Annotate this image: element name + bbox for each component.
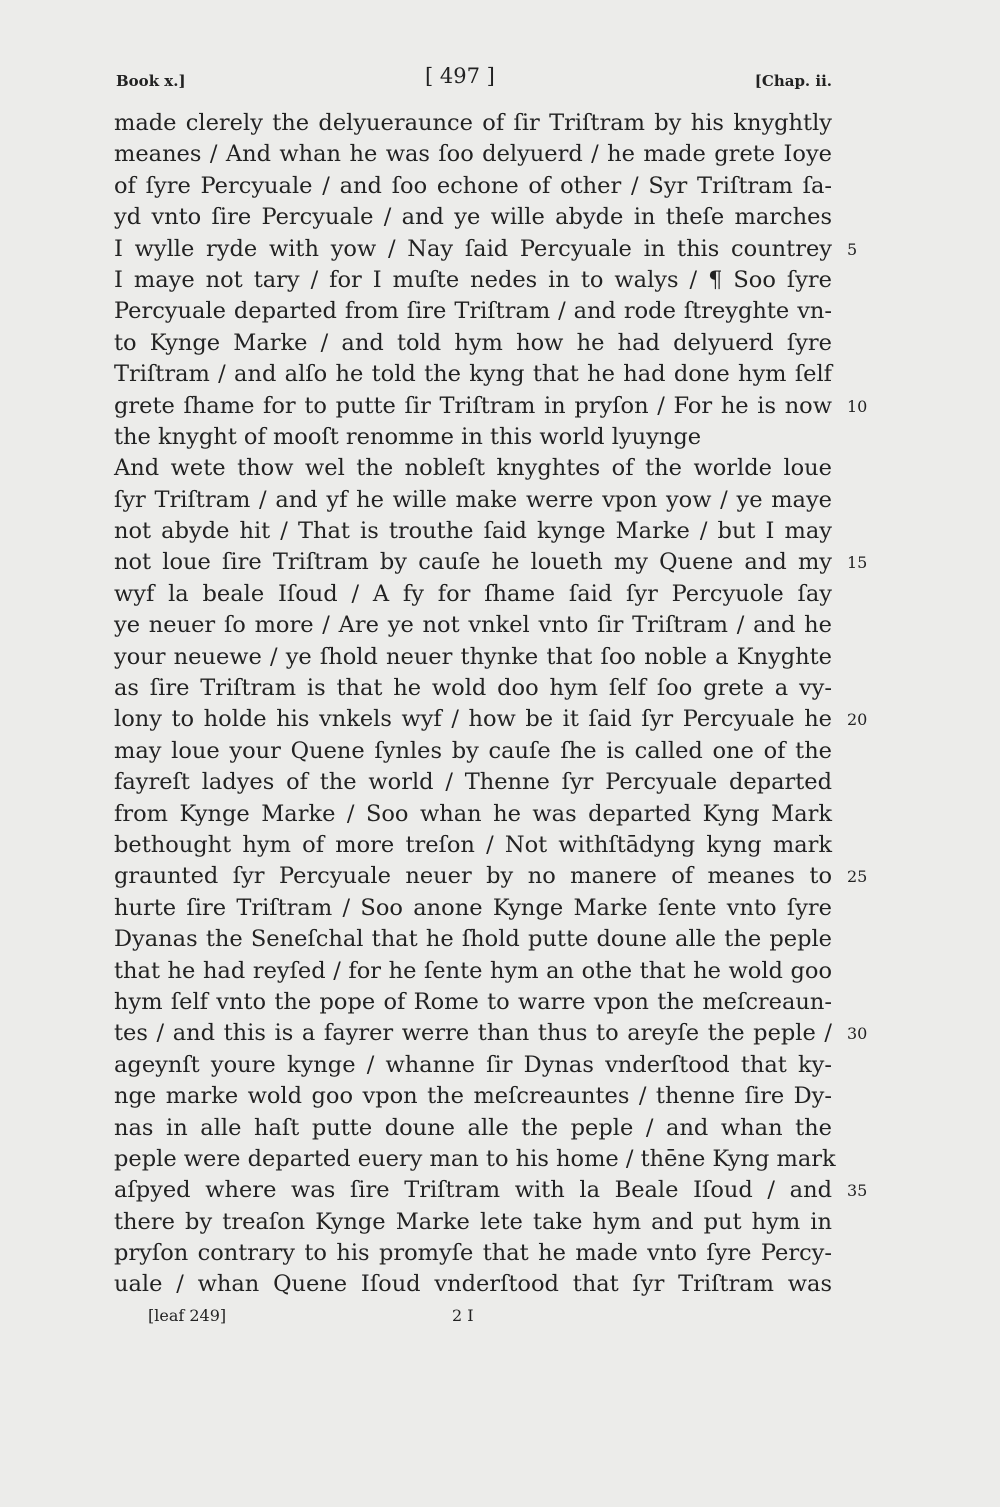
line-text: grete ſhame for to putte ſir Triſtram in pryſon / For he is now xyxy=(114,392,832,419)
text-line xyxy=(114,799,832,830)
text-line xyxy=(114,987,832,1018)
page-footer xyxy=(0,1306,1000,1336)
text-line xyxy=(114,1018,868,1049)
line-text: Triſtram / and alſo he told the kyng that he had done hym ſelf xyxy=(114,361,832,388)
text-line xyxy=(114,234,858,265)
text-line xyxy=(114,861,868,892)
line-text: peple were departed euery man to his home / thēne Kyng mark xyxy=(114,1145,836,1172)
line-text: the knyght of mooſt renomme in this world lyuynge xyxy=(114,423,702,450)
text-line xyxy=(114,924,832,955)
line-text: from Kynge Marke / Soo whan he was departed Kyng Mark xyxy=(114,800,832,827)
text-line xyxy=(114,1175,868,1206)
line-text: yd vnto ſire Percyuale / and ye wille abyde in theſe marches xyxy=(114,204,832,231)
text-line xyxy=(114,579,832,610)
line-text: there by treaſon Kynge Marke lete take hym and put hym in xyxy=(114,1208,832,1235)
line-text: Percyuale departed from ſire Triſtram / and rode ſtreyghte vn- xyxy=(114,298,832,325)
line-text: uale / whan Quene Iſoud vnderſtood that ſyr Triſtram was xyxy=(114,1271,832,1298)
line-text: not loue ſire Triſtram by cauſe he loueth my Quene and my xyxy=(114,549,832,576)
text-line xyxy=(114,610,832,641)
text-line xyxy=(114,704,868,735)
line-text: nas in alle haſt putte doune alle the peple / and whan the xyxy=(114,1114,832,1141)
line-text: nge marke wold goo vpon the meſcreauntes / thenne ſire Dy- xyxy=(114,1083,832,1110)
line-text: to Kynge Marke / and told hym how he had delyuerd ſyre xyxy=(114,329,832,356)
text-line xyxy=(114,1113,832,1144)
line-text: pryſon contrary to his promyſe that he made vnto ſyre Percy- xyxy=(114,1240,832,1267)
line-text: aſpyed where was ſire Triſtram with la Beale Iſoud / and xyxy=(114,1177,832,1204)
text-line xyxy=(114,673,832,704)
line-text: hym ſelf vnto the pope of Rome to warre vpon the meſcreaun- xyxy=(114,988,832,1015)
text-line xyxy=(114,1269,832,1300)
chapter-label: [Chap. ii. xyxy=(754,72,832,90)
line-text: ye neuer ſo more / Are ye not vnkel vnto ſir Triſtram / and he xyxy=(114,612,832,639)
text-line xyxy=(114,1238,832,1269)
line-text: as ſire Triſtram is that he wold doo hym ſelf ſoo grete a vy- xyxy=(114,675,832,702)
line-text: tes / and this is a fayrer werre than thus to areyſe the peple / xyxy=(114,1020,832,1047)
line-number: 5 xyxy=(847,239,858,259)
text-line xyxy=(114,893,832,924)
line-text: made clerely the delyueraunce of ſir Triſtram by his knyghtly xyxy=(114,110,832,136)
text-line xyxy=(114,767,832,798)
line-text: wyf la beale Iſoud / A fy for ſhame ſaid ſyr Percyuole ſay xyxy=(114,580,832,607)
text-line xyxy=(114,422,832,453)
running-header xyxy=(0,64,1000,94)
line-text: ageynſt youre kynge / whanne ſir Dynas vnderſtood that ky- xyxy=(114,1051,832,1078)
line-number: 25 xyxy=(847,867,868,887)
text-line xyxy=(114,830,832,861)
text-line xyxy=(114,108,832,139)
text-line xyxy=(114,956,832,987)
line-text: ſyr Triſtram / and yf he wille make werre vpon yow / ye maye xyxy=(114,486,832,513)
line-number: 35 xyxy=(847,1181,868,1201)
text-line xyxy=(114,139,832,170)
line-text: graunted ſyr Percyuale neuer by no manere of meanes to xyxy=(114,863,832,890)
leaf-reference: [leaf 249] xyxy=(148,1306,227,1325)
line-number: 10 xyxy=(847,396,868,416)
text-line xyxy=(114,736,832,767)
text-line xyxy=(114,516,832,547)
signature-mark: 2 I xyxy=(452,1306,474,1325)
text-line xyxy=(114,1050,832,1081)
line-text: I wylle ryde with yow / Nay ſaid Percyuale in this countrey xyxy=(114,235,832,262)
line-text: that he had reyſed / for he ſente hym an othe that he wold goo xyxy=(114,957,832,984)
book-label: Book x.] xyxy=(116,72,186,90)
text-line xyxy=(114,1207,832,1238)
line-number: 20 xyxy=(847,710,868,730)
page-number: [ 497 ] xyxy=(425,64,495,88)
line-text: I maye not tary / for I muſte nedes in to walys / ¶ Soo ſyre xyxy=(114,266,832,293)
text-line xyxy=(114,1144,836,1175)
text-line xyxy=(114,547,868,578)
text-line xyxy=(114,642,832,673)
line-text: not abyde hit / That is trouthe ſaid kynge Marke / but I may xyxy=(114,518,832,545)
line-text: may loue your Quene ſynles by cauſe ſhe is called one of the xyxy=(114,737,832,764)
text-line xyxy=(114,485,832,516)
text-line xyxy=(114,328,832,359)
text-line xyxy=(114,202,832,233)
line-text: of ſyre Percyuale / and ſoo echone of other / Syr Triſtram ſa- xyxy=(114,172,832,199)
line-text: lony to holde his vnkels wyf / how be it ſaid ſyr Percyuale he xyxy=(114,706,832,733)
line-text: your neuewe / ye ſhold neuer thynke that ſoo noble a Knyghte xyxy=(114,643,832,670)
text-line xyxy=(114,296,832,327)
line-text: fayreſt ladyes of the world / Thenne ſyr Percyuale departed xyxy=(114,769,832,796)
text-line xyxy=(114,359,832,390)
line-number: 30 xyxy=(847,1024,868,1044)
line-text: And wete thow wel the nobleſt knyghtes of the worlde loue xyxy=(114,455,832,482)
text-line xyxy=(114,265,832,296)
text-line xyxy=(114,453,832,484)
line-text: meanes / And whan he was ſoo delyuerd / he made grete Ioye xyxy=(114,141,832,168)
line-text: bethought hym of more treſon / Not withſtādyng kyng mark xyxy=(114,831,832,858)
body-text xyxy=(114,108,868,1301)
line-text: hurte ſire Triſtram / Soo anone Kynge Marke ſente vnto ſyre xyxy=(114,894,832,921)
line-number: 15 xyxy=(847,553,868,573)
text-line xyxy=(114,171,832,202)
text-line xyxy=(114,1081,832,1112)
line-text: Dyanas the Seneſchal that he ſhold putte doune alle the peple xyxy=(114,926,832,953)
text-line xyxy=(114,391,868,422)
